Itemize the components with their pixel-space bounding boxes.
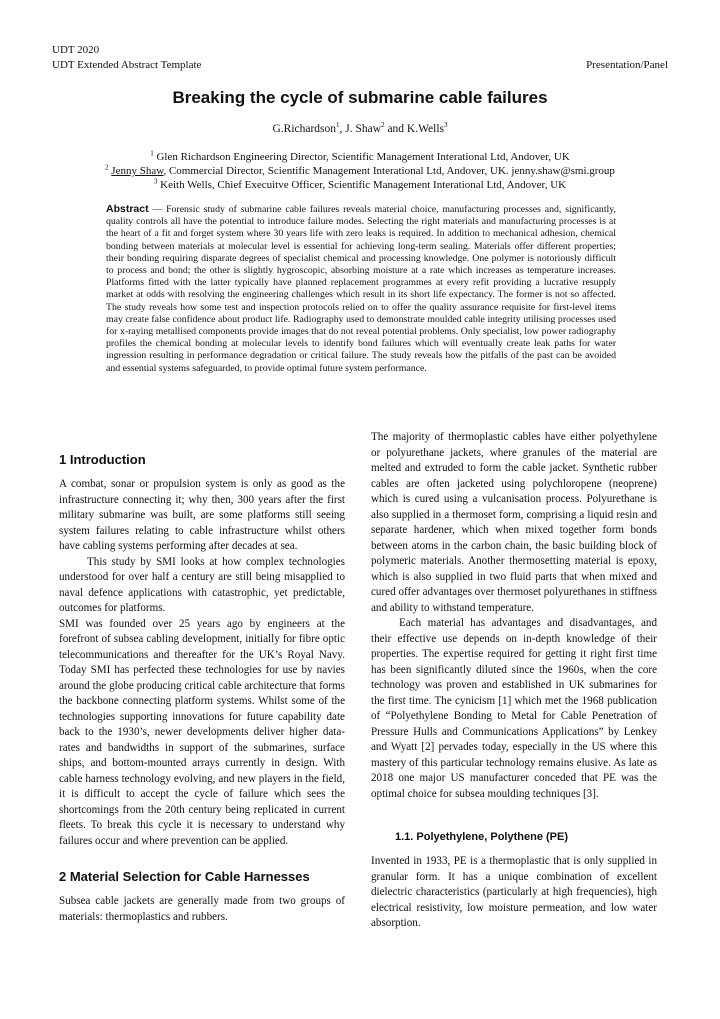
author-name: J. Shaw — [345, 123, 382, 135]
affiliation-3 — [0, 178, 720, 192]
right-column — [371, 430, 657, 932]
abstract-label: Abstract — [106, 203, 149, 215]
author-separator: , — [339, 123, 346, 135]
author-mark: 1 — [336, 121, 340, 130]
paragraph: This study by SMI looks at how complex technologies understood for over half a century are still being misapplied to naval defence applications with catastrophic, yet predictable, outcomes for platforms. — [59, 555, 345, 614]
affiliation-mark: 1 — [150, 149, 154, 158]
author-name: K.Wells — [406, 123, 445, 135]
paragraph: The majority of thermoplastic cables have either polyethylene or polyurethane jackets, where granules of the material are melted and extruded to form the cable jacket. Synthetic rubber cables are often jacketed using polychloropene (neoprene) which is cured using a vulcanisation process. Polyurethane is also supplied in a thermoset form, comprising a liquid resin and separate hardener, which when mixed together form bonds between atoms in the carbon chain, the basic building block of polymeric materials. Another thermosetting material is epoxy, which is also supplied in two fluid parts that when mixed and cured offer advantages over thermoset polyurethanes in stiffness and ability to withstand temperature. — [371, 431, 657, 614]
author-list — [0, 123, 720, 135]
header-event: UDT 2020 — [52, 44, 100, 56]
header-category: Presentation/Panel — [586, 59, 668, 71]
left-column — [59, 430, 345, 925]
paragraph: A combat, sonar or propulsion system is only as good as the infrastructure connecting it; why then, 300 years after the first military submarine was built, are some platforms still seeing system failures relating to cable infrastructure whilst others have cabling systems performing after decades at sea. — [59, 478, 345, 552]
paragraph: Subsea cable jackets are generally made from two groups of materials: thermoplastics and rubbers. — [59, 895, 345, 923]
subsection-heading-polyethylene: 1.1. Polyethylene, Polythene (PE) — [395, 831, 568, 843]
affiliation-mark: 3 — [153, 177, 158, 186]
paragraph: SMI was founded over 25 years ago by engineers at the forefront of subsea cabling development, initially for fibre optic telecommunications and thereafter for the UK’s Royal Navy. Today SMI has perfected these technologies for use by navies around the globe producing critical cable architecture that forms the backbone connecting platform systems. Whilst some of the technologies supporting innovations for future capability date back to the 1930’s, newer developments deliver higher data-rates and bandwidths in support of the submarines, surface ships, and bottom-mounted arrays currently in design. With cable harness technology evolving, and new players in the field, it is difficult to accept the cycle of failure which sees the shortcomings from the 20th century being replicated in current fleets. To break this cycle it is necessary to understand why failures occur and where prevention can be applied. — [59, 617, 345, 847]
affiliation-text: Glen Richardson Engineering Director, Scientific Management Interational Ltd, Andover, UK — [156, 151, 570, 163]
author-name: G.Richardson — [272, 123, 337, 135]
paragraph: Invented in 1933, PE is a thermoplastic that is only supplied in granular form. It has a unique combination of excellent dielectric characteristics (particularly at high frequencies), high electrical resistivity, low moisture permeation, and low water absorption. — [371, 855, 657, 929]
affiliation-text: , Commercial Director, Scientific Management Interational Ltd, Andover, UK. jenny.shaw@smi.group — [163, 165, 615, 177]
abstract-text: Forensic study of submarine cable failures reveals material choice, manufacturing processes and, significantly, quality controls all have the potential to introduce failure modes. Selecting the right materials and manufacturing processes is at the heart of a fit and forget system where 30 years life with zero leaks is required. In addition to mechanical adhesion, chemical bonding between materials at molecular level is essential for achieving long-term sealing. Materials offer different properties; their bonding requiring disparate degrees of specialist chemical and processing knowledge. One polymer is notoriously difficult to process and bond; the other is slightly hygroscopic, absorbing moisture at a rate which increases as temperature increases. Platforms fitted with the latter typically have planned replacement programmes at every refit providing a lucrative resupply market at odds with resolving the engineering challenges which result in its short life expectancy. The former is not so affected. The study reveals how some test and inspection protocols relied on to offer the quality assurance requisite for first-level items may create false confidence about product life. Radiography used to demonstrate moulded cable integrity utilising processes used for x-raying metallised components provide images that do not reveal potential problems. Only specialist, low power radiography profiles the chemical bonding at molecular levels to identify bond failures which will eventually create leak paths for water ingression resulting in performance degradation or critical failure. The study reveals how the pitfalls of the past can be avoided and essential systems safeguarded, to provide optimal future system performance. — [106, 204, 616, 374]
affiliation-mark: 2 — [105, 163, 109, 172]
affiliation-2 — [0, 164, 720, 178]
author-separator: and — [384, 123, 407, 135]
abstract — [106, 203, 616, 375]
affiliation-name-link[interactable]: Jenny Shaw — [111, 165, 164, 177]
author-mark: 2 — [381, 121, 385, 130]
section-heading-introduction: 1 Introduction — [59, 452, 146, 467]
affiliation-1 — [0, 150, 720, 164]
affiliation-text: Keith Wells, Chief Execuitve Officer, Scientific Management Interational Ltd, Andover, UK — [160, 179, 567, 191]
header-template: UDT Extended Abstract Template — [52, 59, 202, 71]
abstract-dash: — — [148, 204, 167, 215]
section-heading-material-selection: 2 Material Selection for Cable Harnesses — [59, 869, 310, 884]
paper-title: Breaking the cycle of submarine cable failures — [172, 88, 548, 107]
paragraph: Each material has advantages and disadvantages, and their effective use depends on in-depth knowledge of their properties. The expertise required for getting it right first time has been significantly diluted since the 1960s, when the core technology was proven and established in UK submarines for the first time. The cynicism [1] which met the 1968 publication of “Polyethylene Bonding to Metal for Cable Penetration of Pressure Hulls and Communications Applications” by Lenkey and Wyatt [2] pervades today, especially in the US where this mastery of this particular technology remains elusive. As late as 2018 one major US manufacturer conceded that PE was the optimal choice for subsea moulding techniques [3]. — [371, 617, 657, 800]
author-mark: 3 — [444, 121, 448, 130]
